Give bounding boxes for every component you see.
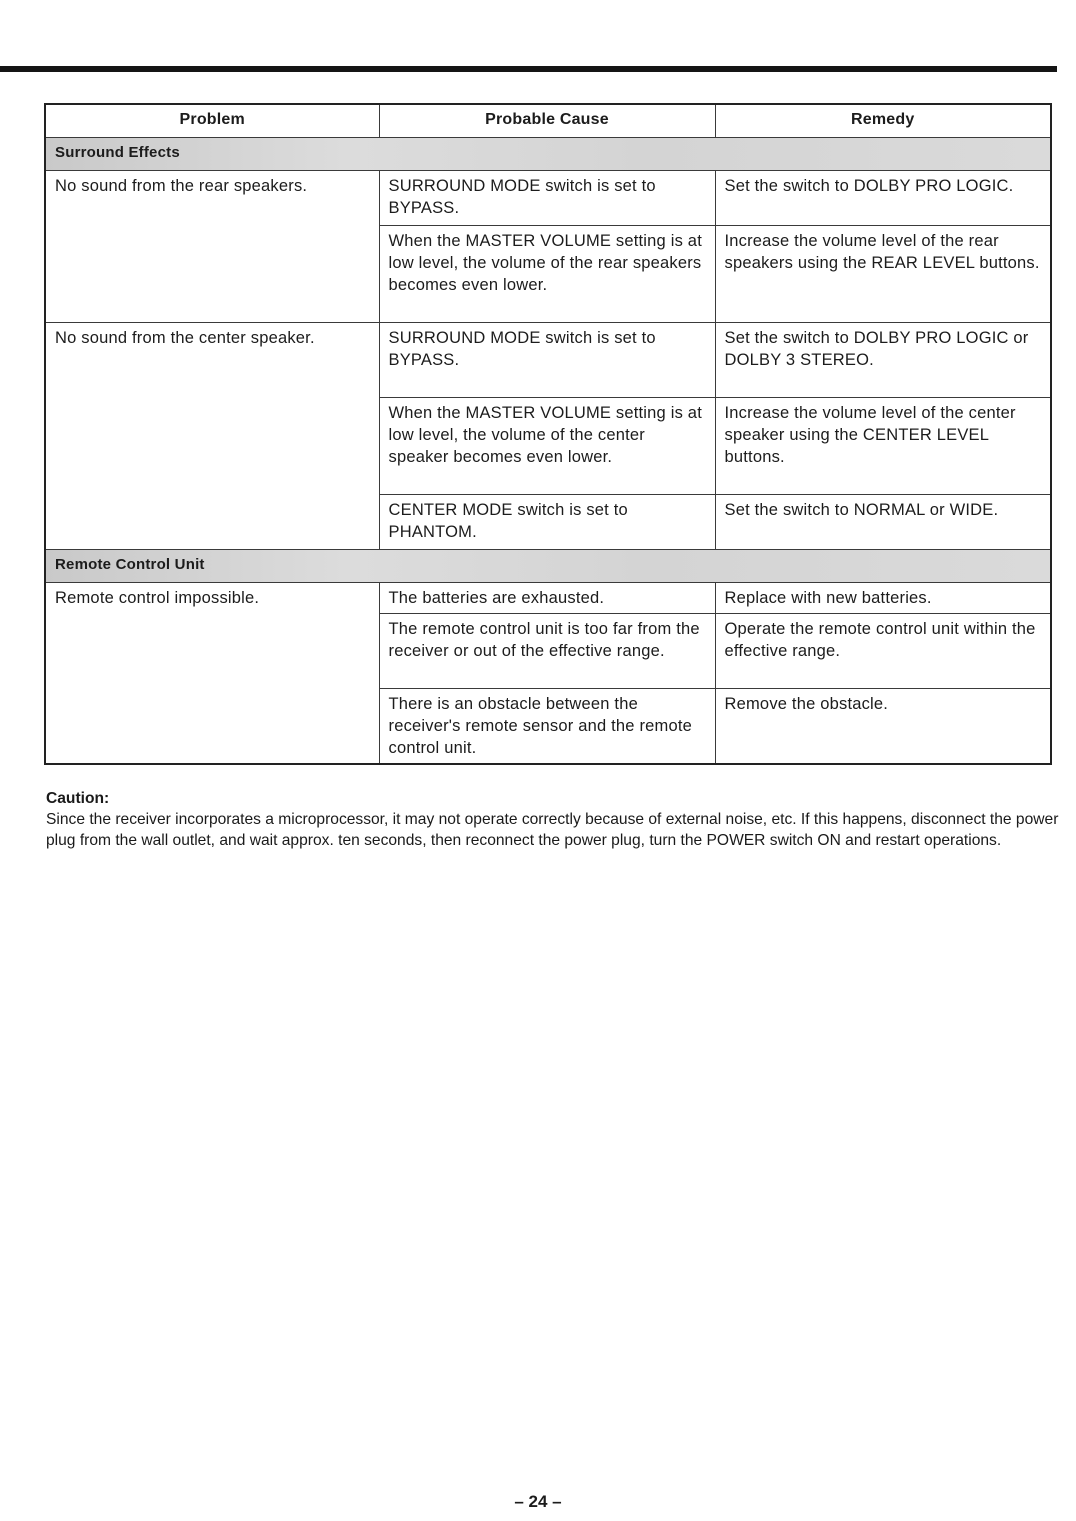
remedy-cell: Set the switch to DOLBY PRO LOGIC or DOLBY 3 STEREO. — [715, 323, 1051, 398]
section-title: Surround Effects — [45, 138, 1051, 171]
troubleshooting-table — [44, 103, 1052, 765]
remedy-cell: Operate the remote control unit within the effective range. — [715, 614, 1051, 689]
cause-cell: When the MASTER VOLUME setting is at low level, the volume of the rear speakers becomes even lower. — [379, 226, 715, 323]
table-row — [45, 323, 1051, 398]
header-row — [45, 104, 1051, 138]
cause-cell: There is an obstacle between the receiver's remote sensor and the remote control unit. — [379, 689, 715, 765]
remedy-cell: Increase the volume level of the rear speakers using the REAR LEVEL buttons. — [715, 226, 1051, 323]
caution-note — [46, 788, 1061, 851]
problem-cell: No sound from the center speaker. — [45, 323, 379, 550]
remedy-cell: Set the switch to NORMAL or WIDE. — [715, 495, 1051, 550]
section-title: Remote Control Unit — [45, 550, 1051, 583]
remedy-cell: Increase the volume level of the center speaker using the CENTER LEVEL buttons. — [715, 398, 1051, 495]
problem-cell: No sound from the rear speakers. — [45, 171, 379, 323]
remedy-cell: Remove the obstacle. — [715, 689, 1051, 765]
cause-cell: SURROUND MODE switch is set to BYPASS. — [379, 171, 715, 226]
cause-cell: The remote control unit is too far from the receiver or out of the effective range. — [379, 614, 715, 689]
caution-title: Caution: — [46, 790, 110, 807]
cause-cell: SURROUND MODE switch is set to BYPASS. — [379, 323, 715, 398]
section-row-remote-control-unit — [45, 550, 1051, 583]
header-remedy: Remedy — [715, 104, 1051, 138]
caution-text: Since the receiver incorporates a microprocessor, it may not operate correctly because of external noise, etc. If this happens, disconnect the power plug from the wall outlet, and wait approx. ten seconds, then reconnect the power plug, turn the POWER switch ON and restart operations. — [46, 811, 1059, 849]
table-row — [45, 583, 1051, 614]
cause-cell: When the MASTER VOLUME setting is at low level, the volume of the center speaker becomes even lower. — [379, 398, 715, 495]
remedy-cell: Replace with new batteries. — [715, 583, 1051, 614]
section-row-surround-effects — [45, 138, 1051, 171]
cause-cell: CENTER MODE switch is set to PHANTOM. — [379, 495, 715, 550]
header-probable-cause: Probable Cause — [379, 104, 715, 138]
page-number: – 24 – — [514, 1492, 562, 1511]
cause-cell: The batteries are exhausted. — [379, 583, 715, 614]
remedy-cell: Set the switch to DOLBY PRO LOGIC. — [715, 171, 1051, 226]
top-rule — [0, 66, 1057, 72]
table-row — [45, 171, 1051, 226]
problem-cell: Remote control impossible. — [45, 583, 379, 765]
header-problem: Problem — [45, 104, 379, 138]
